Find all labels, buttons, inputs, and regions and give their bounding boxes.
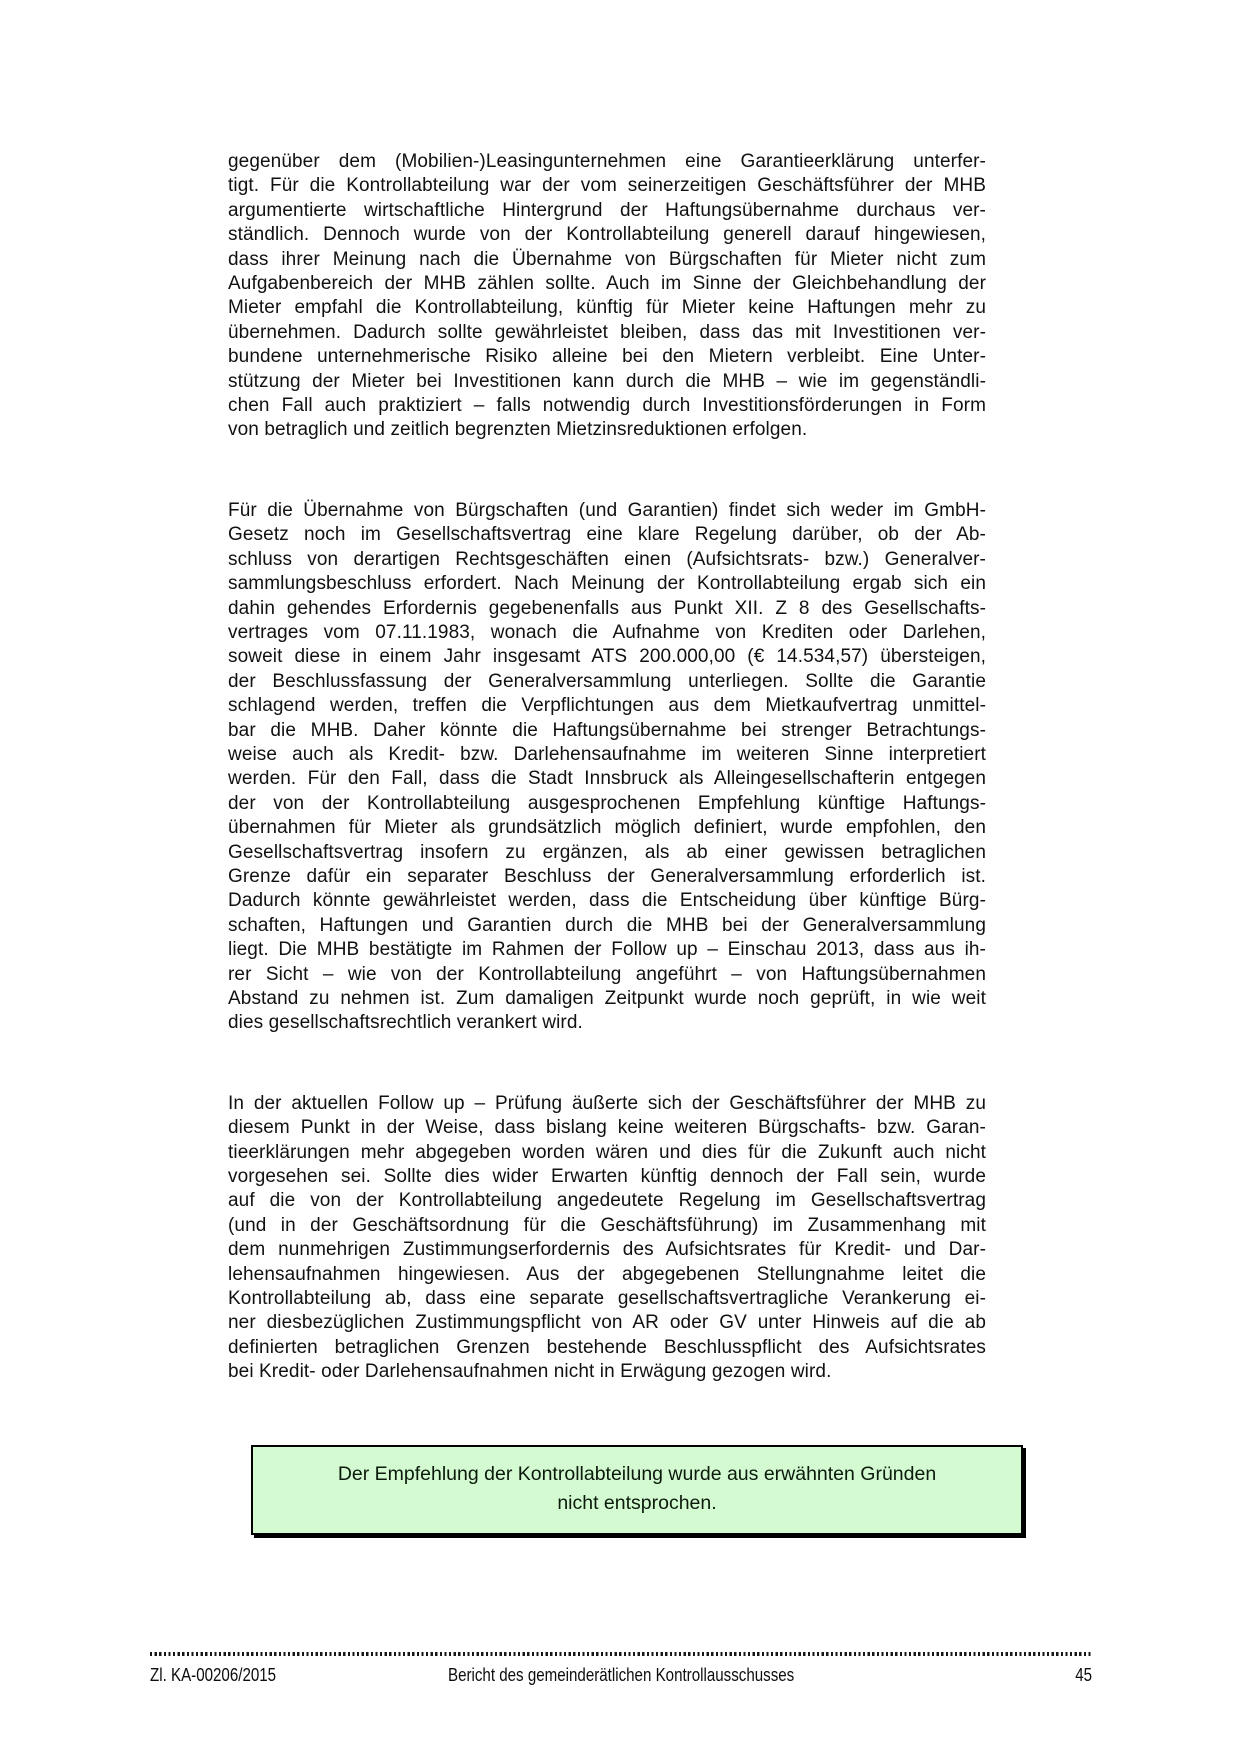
text-line: argumentierte wirtschaftliche Hintergrund der Haftungsübernahme durchaus ver- — [228, 199, 986, 221]
text-line: dies gesellschaftsrechtlich verankert wird. — [228, 1012, 583, 1034]
text-line: bundene unternehmerische Risiko alleine bei den Mietern verbleibt. Eine Unter- — [228, 346, 986, 368]
text-line: soweit diese in einem Jahr insgesamt ATS 200.000,00 (€ 14.534,57) übersteigen, — [228, 646, 986, 668]
text-line: werden. Für den Fall, dass die Stadt Innsbruck als Alleingesellschafterin entgegen — [228, 768, 986, 790]
text-line: (und in der Geschäftsordnung für die Geschäftsführung) im Zusammenhang mit — [228, 1214, 986, 1236]
footer-row — [150, 1665, 1092, 1686]
footer-reference: Zl. KA-00206/2015 — [150, 1665, 277, 1685]
footer-title-cell — [386, 1665, 857, 1686]
paragraph — [228, 499, 986, 1036]
footer-dotted-rule — [150, 1652, 1092, 1656]
footer-page-number: 45 — [1075, 1665, 1092, 1685]
body-text — [228, 150, 986, 1441]
text-line: gegenüber dem (Mobilien-)Leasingunternehmen eine Garantieerklärung unterfer- — [228, 151, 986, 172]
text-line: schluss von derartigen Rechtsgeschäften einen (Aufsichtsrats- bzw.) Generalver- — [228, 548, 986, 570]
text-line: weise auch als Kredit- bzw. Darlehensaufnahme im weiteren Sinne interpretiert — [228, 743, 986, 765]
text-line: tigt. Für die Kontrollabteilung war der vom seinerzeitigen Geschäftsführer der MHB — [228, 175, 986, 197]
text-line: bei Kredit- oder Darlehensaufnahmen nicht in Erwägung gezogen wird. — [228, 1361, 832, 1383]
text-line: bar die MHB. Daher könnte die Haftungsübernahme bei strenger Betrachtungs- — [228, 719, 986, 741]
text-line: In der aktuellen Follow up – Prüfung äußerte sich der Geschäftsführer der MHB zu — [228, 1092, 986, 1114]
text-line: Gesetz noch im Gesellschaftsvertrag eine klare Regelung darüber, ob der Ab- — [228, 524, 986, 546]
text-line: von betraglich und zeitlich begrenzten Mietzinsreduktionen erfolgen. — [228, 419, 808, 441]
text-line: ständlich. Dennoch wurde von der Kontrollabteilung generell darauf hingewiesen, — [228, 224, 986, 246]
text-line: definierten betraglichen Grenzen bestehende Beschlusspflicht des Aufsichtsrates — [228, 1336, 986, 1358]
text-line: Für die Übernahme von Bürgschaften (und Garantien) findet sich weder im GmbH- — [228, 499, 986, 521]
text-line: ner diesbezüglichen Zustimmungspflicht von AR oder GV unter Hinweis auf die ab — [228, 1312, 986, 1334]
text-line: dem nunmehrigen Zustimmungserfordernis des Aufsichtsrates für Kredit- und Dar- — [228, 1239, 986, 1261]
text-line: stützung der Mieter bei Investitionen kann durch die MHB – wie im gegenständli- — [228, 370, 986, 392]
paragraph — [228, 150, 986, 443]
text-line: diesem Punkt in der Weise, dass bislang keine weiteren Bürgschafts- bzw. Garan- — [228, 1117, 986, 1139]
text-line: Mieter empfahl die Kontrollabteilung, künftig für Mieter keine Haftungen mehr zu — [228, 297, 986, 319]
text-line: tieerklärungen mehr abgegeben worden wären und dies für die Zukunft auch nicht — [228, 1141, 986, 1163]
text-line: dass ihrer Meinung nach die Übernahme von Bürgschaften für Mieter nicht zum — [228, 248, 986, 270]
text-line: vertrages vom 07.11.1983, wonach die Aufnahme von Krediten oder Darlehen, — [228, 621, 986, 643]
paragraph — [228, 1092, 986, 1385]
text-line: schaften, Haftungen und Garantien durch die MHB bei der Generalversammlung — [228, 914, 986, 936]
page-footer — [150, 1652, 1092, 1686]
text-line: Gesellschaftsvertrag insofern zu ergänzen, als ab einer gewissen betraglichen — [228, 841, 986, 863]
text-line: schlagend werden, treffen die Verpflichtungen aus dem Mietkaufvertrag unmittel- — [228, 695, 986, 717]
recommendation-box — [251, 1445, 1023, 1535]
footer-page-number-cell — [857, 1665, 1093, 1686]
text-line: vorgesehen sei. Sollte dies wider Erwarten künftig dennoch der Fall sein, wurde — [228, 1166, 986, 1188]
text-line: dahin gehendes Erfordernis gegebenenfalls aus Punkt XII. Z 8 des Gesellschafts- — [228, 597, 986, 619]
text-line: rer Sicht – wie von der Kontrollabteilung angeführt – von Haftungsübernahmen — [228, 963, 986, 985]
text-line: Grenze dafür ein separater Beschluss der Generalversammlung erforderlich ist. — [228, 865, 986, 887]
text-line: auf die von der Kontrollabteilung angedeutete Regelung im Gesellschaftsvertrag — [228, 1190, 986, 1212]
recommendation-text-line: nicht entsprochen. — [557, 1492, 717, 1514]
text-line: übernahmen für Mieter als grundsätzlich möglich definiert, wurde empfohlen, den — [228, 817, 986, 839]
text-line: der Beschlussfassung der Generalversammlung unterliegen. Sollte die Garantie — [228, 670, 986, 692]
text-line: lehensaufnahmen hingewiesen. Aus der abgegebenen Stellungnahme leitet die — [228, 1263, 986, 1285]
text-line: übernehmen. Dadurch sollte gewährleistet bleiben, dass das mit Investitionen ver- — [228, 321, 986, 343]
text-line: Aufgabenbereich der MHB zählen sollte. Auch im Sinne der Gleichbehandlung der — [228, 273, 986, 295]
text-line: Kontrollabteilung ab, dass eine separate gesellschaftsvertragliche Verankerung ei- — [228, 1288, 986, 1310]
text-line: Dadurch könnte gewährleistet werden, dass die Entscheidung über künftige Bürg- — [228, 890, 986, 912]
footer-title: Bericht des gemeinderätlichen Kontrollausschusses — [447, 1665, 795, 1685]
text-line: chen Fall auch praktiziert – falls notwendig durch Investitionsförderungen in Form — [228, 395, 986, 417]
recommendation-text-line: Der Empfehlung der Kontrollabteilung wurde aus erwähnten Gründen — [337, 1463, 937, 1485]
text-line: Abstand zu nehmen ist. Zum damaligen Zeitpunkt wurde noch geprüft, in wie weit — [228, 988, 986, 1009]
text-line: liegt. Die MHB bestätigte im Rahmen der Follow up – Einschau 2013, dass aus ih- — [228, 939, 986, 961]
text-line: sammlungsbeschluss erfordert. Nach Meinung der Kontrollabteilung ergab sich ein — [228, 573, 986, 595]
recommendation-box-anchor — [228, 1385, 986, 1535]
text-line: der von der Kontrollabteilung ausgesprochenen Empfehlung künftige Haftungs- — [228, 792, 986, 814]
footer-reference-cell — [150, 1665, 386, 1686]
